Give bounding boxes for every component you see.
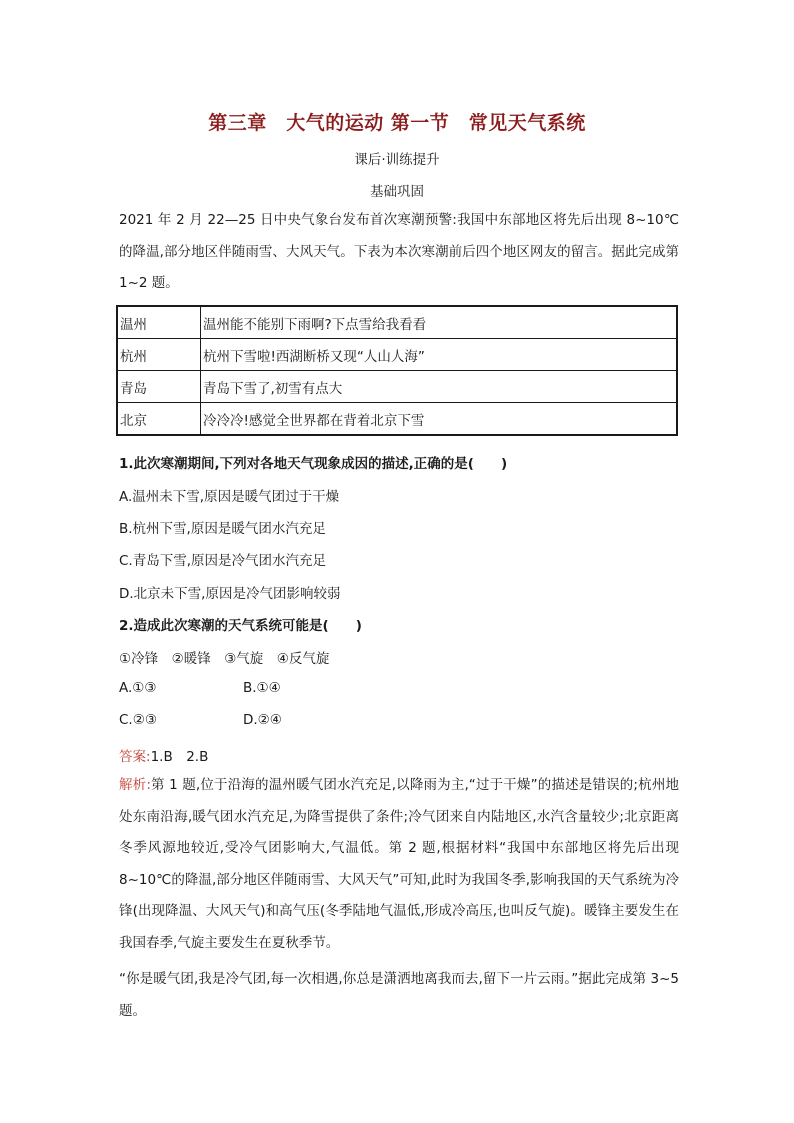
exercise-subtitle: 课后·训练提升	[354, 152, 440, 168]
q1-option-d: D.北京未下雪,原因是冷气团影响较弱	[119, 586, 341, 602]
message-cell: 冷冷冷!感觉全世界都在背着北京下雪	[201, 403, 678, 436]
section-heading: 基础巩固	[370, 184, 424, 200]
city-cell: 杭州	[117, 339, 201, 371]
answer-label: 答案:	[119, 749, 151, 765]
q2-items: ①冷锋 ②暖锋 ③气旋 ④反气旋	[119, 651, 330, 667]
message-table	[116, 305, 678, 436]
q2-option-a: A.①③	[119, 680, 157, 696]
q2-option-c: C.②③	[119, 712, 157, 728]
q1-option-b: B.杭州下雪,原因是暖气团水汽充足	[119, 521, 326, 537]
city-cell: 青岛	[117, 371, 201, 403]
question-2-stem: 2.造成此次寒潮的天气系统可能是( )	[119, 618, 362, 634]
city-cell: 温州	[117, 306, 201, 339]
q2-option-d: D.②④	[243, 712, 282, 728]
analysis-text: 第 1 题,位于沿海的温州暖气团水汽充足,以降雨为主,“过于干燥”的描述是错误的;杭州地处东南沿海,暖气团水汽充足,为降雪提供了条件;冷气团来自内陆地区,水汽含量较少;北京距离冬季风源地较近,受冷气团影响大,气温低。第 2 题,根据材料“我国中东部地区将先后出现 8~10℃的降温,部分地区伴随雨雪、大风天气”可知,此时为我国冬季,影响我国的天气系统为冷锋(出现降温、大风天气)和高气压(冬季陆地气温低,形成冷高压,也叫反气旋)。暖锋主要发生在我国春季,气旋主要发生在夏秋季节。	[119, 777, 679, 951]
question-1-stem: 1.此次寒潮期间,下列对各地天气现象成因的描述,正确的是( )	[119, 456, 508, 472]
analysis-paragraph	[119, 770, 679, 959]
message-cell: 青岛下雪了,初雪有点大	[201, 371, 678, 403]
analysis-label: 解析:	[119, 777, 151, 793]
table-row	[117, 403, 677, 436]
q2-option-b: B.①④	[243, 680, 281, 696]
city-cell: 北京	[117, 403, 201, 436]
q1-option-c: C.青岛下雪,原因是冷气团水汽充足	[119, 553, 327, 569]
q1-option-a: A.温州未下雪,原因是暖气团过于干燥	[119, 489, 340, 505]
message-cell: 温州能不能别下雨啊?下点雪给我看看	[201, 306, 678, 339]
answer-value: 1.B 2.B	[150, 749, 209, 765]
answer-line	[119, 745, 208, 765]
next-intro-paragraph: “你是暖气团,我是冷气团,每一次相遇,你总是潇洒地离我而去,留下一片云雨。”据此完成第 3~5 题。	[119, 971, 679, 1019]
table-row	[117, 371, 677, 403]
table-row	[117, 306, 677, 339]
message-cell: 杭州下雪啦!西湖断桥又现“人山人海”	[201, 339, 678, 371]
intro-paragraph: 2021 年 2 月 22—25 日中央气象台发布首次寒潮预警:我国中东部地区将先后出现 8~10℃的降温,部分地区伴随雨雪、大风天气。下表为本次寒潮前后四个地区网友的留言。据此完成第 1~2 题。	[119, 212, 679, 291]
chapter-title: 第三章 大气的运动 第一节 常见天气系统	[208, 112, 586, 134]
table-row	[117, 339, 677, 371]
